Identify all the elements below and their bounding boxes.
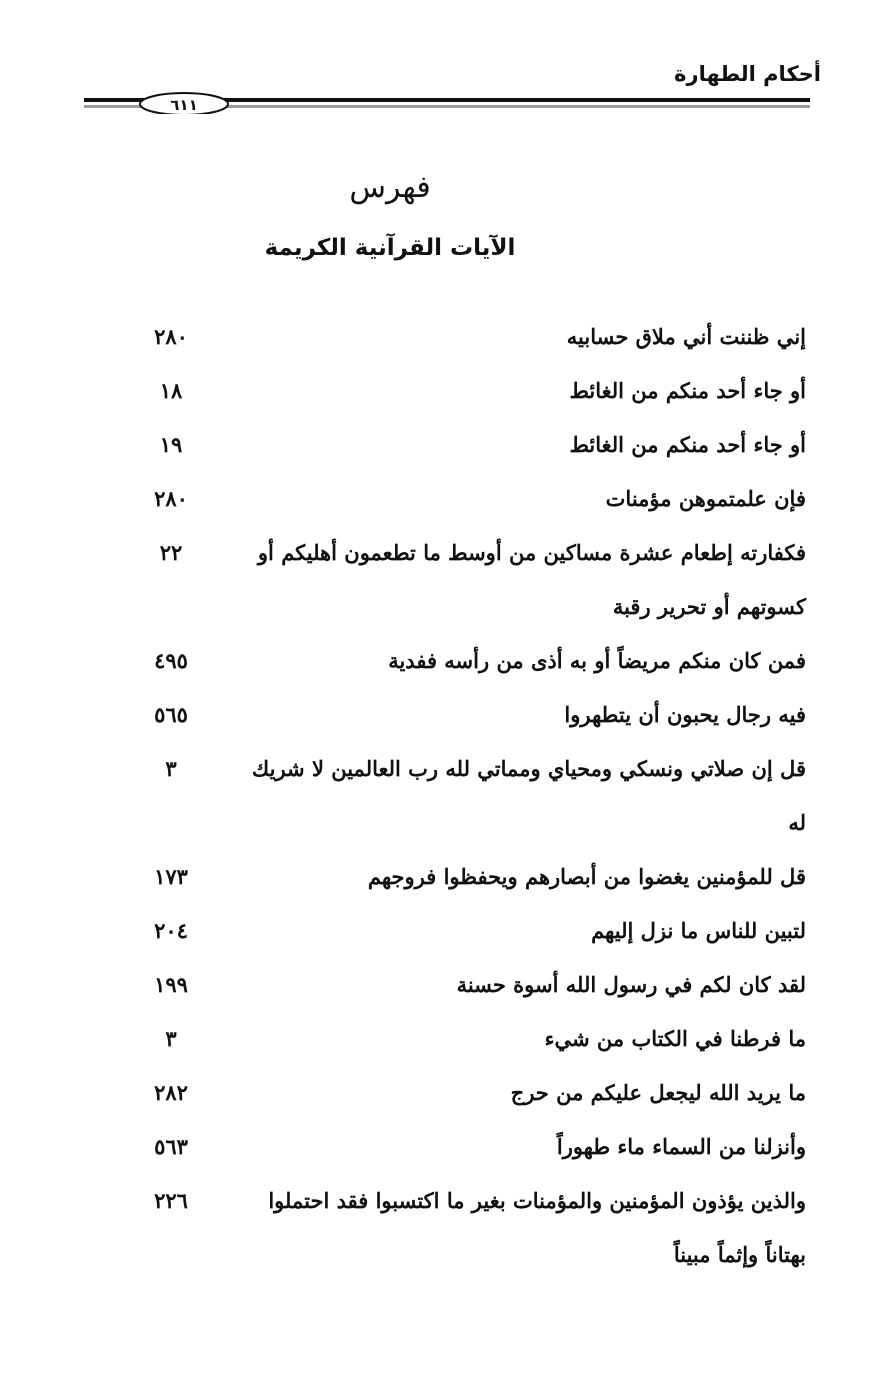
verse-text: قل للمؤمنين يغضوا من أبصارهم ويحفظوا فروجهم [367, 864, 806, 889]
verse-entry [140, 364, 806, 418]
verse-entry [140, 310, 806, 364]
verse-entry [140, 742, 806, 850]
verse-text: قل إن صلاتي ونسكي ومحياي ومماتي لله رب العالمين لا شريك له [251, 756, 806, 835]
verse-text: فمن كان منكم مريضاً أو به أذى من رأسه ففدية [388, 648, 806, 673]
verse-page-number: ٢٢ [159, 540, 183, 565]
verse-text: وأنزلنا من السماء ماء طهوراً [556, 1134, 806, 1159]
verse-entry [140, 904, 806, 958]
verse-page-number: ١٧٣ [154, 864, 188, 889]
verse-page-number: ٢٨٢ [154, 1080, 188, 1105]
verse-entry [140, 1012, 806, 1066]
verse-text: لتبين للناس ما نزل إليهم [591, 918, 806, 943]
page-number: ٦١١ [170, 96, 198, 114]
verse-entry [140, 1174, 806, 1282]
index-title: فهرس [349, 170, 431, 205]
verse-page-number: ٢٢٦ [154, 1188, 188, 1213]
verse-page-number: ١٩٩ [154, 972, 188, 997]
verse-text: إني ظننت أني ملاق حسابيه [566, 324, 806, 349]
verse-page-number: ٥٦٥ [154, 702, 188, 727]
verse-text: والذين يؤذون المؤمنين والمؤمنات بغير ما اكتسبوا فقد احتملوا بهتاناً وإثماً مبيناً [268, 1188, 806, 1267]
verse-page-number: ٥٦٣ [154, 1134, 188, 1159]
verse-entry [140, 634, 806, 688]
verse-text: لقد كان لكم في رسول الله أسوة حسنة [456, 972, 806, 997]
verse-entry [140, 1120, 806, 1174]
verse-page-number: ٢٨٠ [154, 486, 188, 511]
verse-entry [140, 418, 806, 472]
verse-page-number: ٢٠٤ [154, 918, 188, 943]
verse-page-number: ١٩ [159, 432, 183, 457]
verse-text: فكفارته إطعام عشرة مساكين من أوسط ما تطعمون أهليكم أو كسوتهم أو تحرير رقبة [257, 540, 806, 619]
verse-page-number: ٣ [165, 756, 177, 781]
verse-page-number: ٤٩٥ [154, 648, 188, 673]
verse-entry [140, 958, 806, 1012]
verse-entry [140, 1066, 806, 1120]
verse-text: ما فرطنا في الكتاب من شيء [544, 1026, 806, 1051]
verse-page-number: ٣ [165, 1026, 177, 1051]
verse-list [140, 310, 806, 1282]
verse-entry [140, 850, 806, 904]
verse-entry [140, 472, 806, 526]
verse-page-number: ٢٨٠ [154, 324, 188, 349]
verse-text: فإن علمتموهن مؤمنات [605, 486, 806, 511]
verse-entry [140, 688, 806, 742]
section-title: الآيات القرآنية الكريمة [264, 235, 516, 261]
running-title: أحكام الطهارة [674, 62, 821, 86]
verse-text: ما يريد الله ليجعل عليكم من حرج [510, 1080, 806, 1105]
verse-page-number: ١٨ [159, 378, 183, 403]
verse-text: فيه رجال يحبون أن يتطهروا [564, 702, 806, 727]
verse-text: أو جاء أحد منكم من الغائط [569, 432, 806, 457]
verse-text: أو جاء أحد منكم من الغائط [569, 378, 806, 403]
verse-entry [140, 526, 806, 634]
